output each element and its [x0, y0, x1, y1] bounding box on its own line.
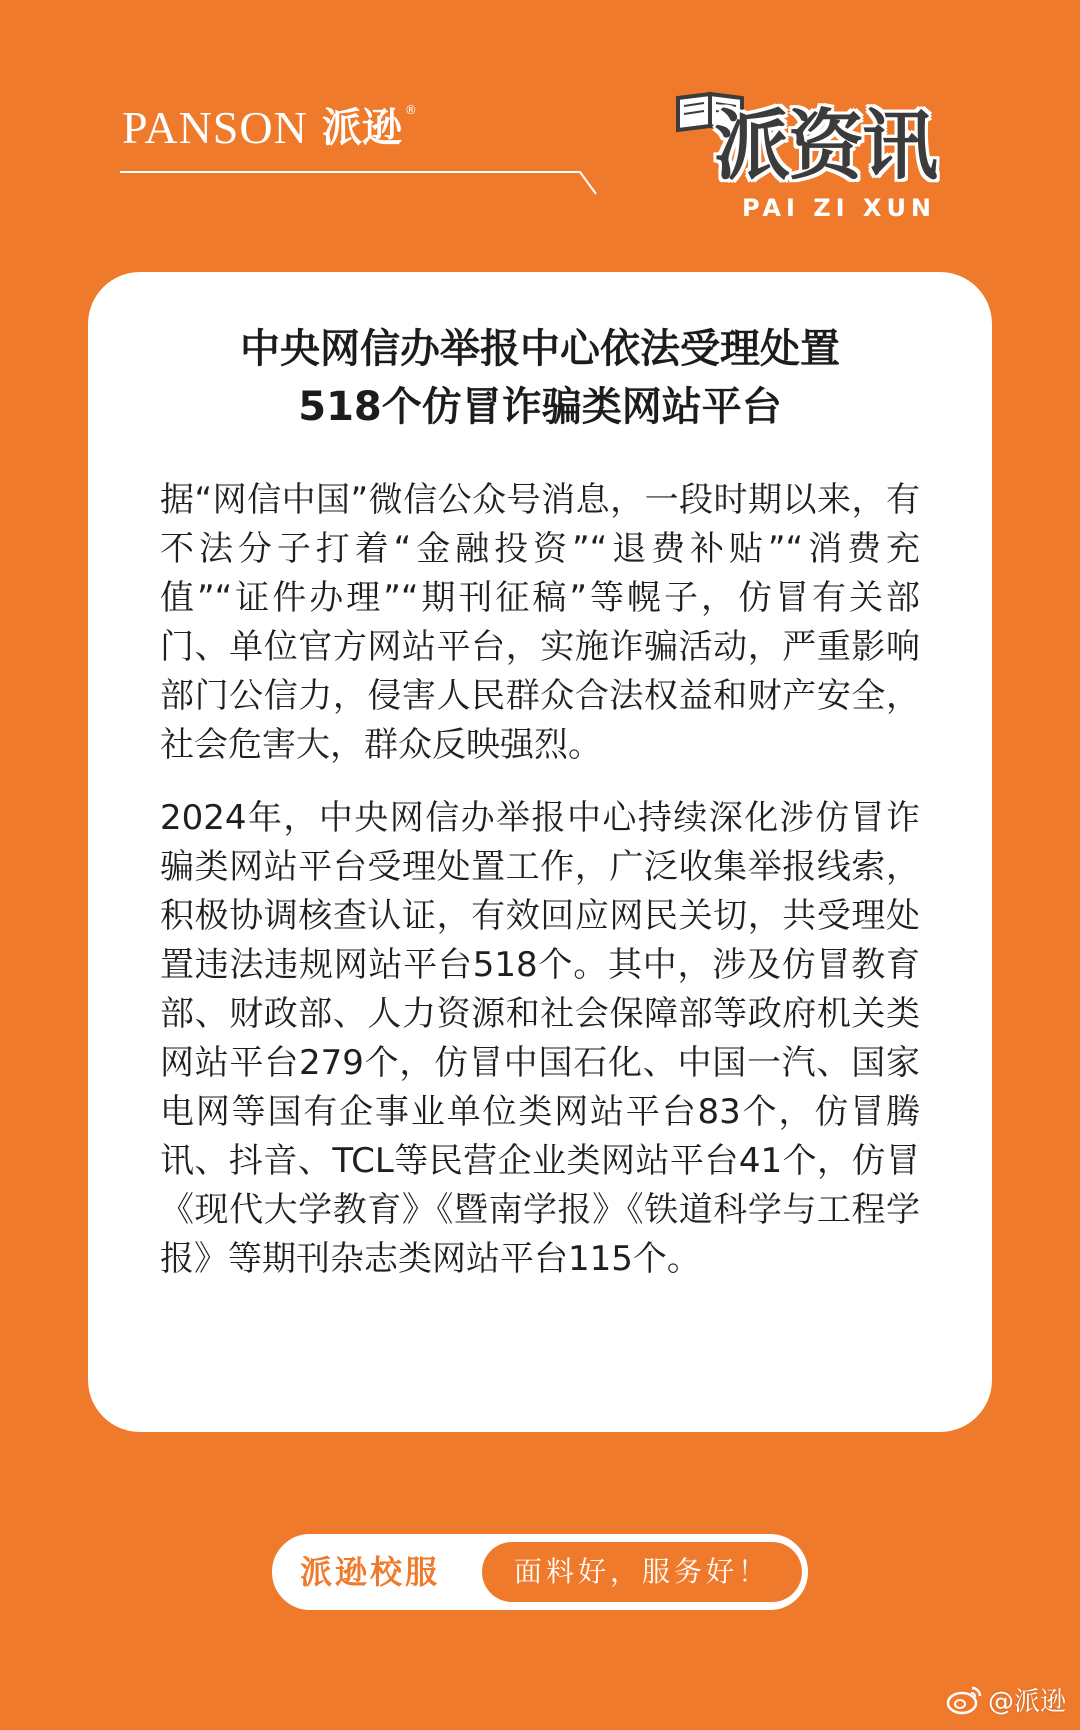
- watermark-text: @派逊: [987, 1687, 1066, 1717]
- slogan-brand: 派逊校服: [300, 1553, 441, 1591]
- logo-text-cn: 派资讯: [714, 101, 936, 190]
- title-line-2: 518个仿冒诈骗类网站平台: [298, 384, 782, 430]
- brand-name-en: PANSON: [122, 102, 308, 153]
- slogan-text: 面料好，服务好！: [482, 1542, 802, 1602]
- article-card: [88, 272, 992, 1432]
- article-paragraph-2: 2024年，中央网信办举报中心持续深化涉仿冒诈骗类网站平台受理处置工作，广泛收集举报线索，积极协调核查认证，有效回应网民关切，共受理处置违法违规网站平台518个。其中，涉及仿冒教育部、财政部、人力资源和社会保障部等政府机关类网站平台279个，仿冒中国石化、中国一汽、国家电网等国有企事业单位类网站平台83个，仿冒腾讯、抖音、TCL等民营企业类网站平台41个，仿冒《现代大学教育》《暨南学报》《铁道科学与工程学报》等期刊杂志类网站平台115个。: [160, 798, 920, 1279]
- article-paragraph-1: 据“网信中国”微信公众号消息，一段时期以来，有不法分子打着“金融投资”“退费补贴”“消费充值”“证件办理”“期刊征稿”等幌子，仿冒有关部门、单位官方网站平台，实施诈骗活动，严重影响部门公信力，侵害人民群众合法权益和财产安全，社会危害大，群众反映强烈。: [160, 480, 920, 765]
- title-line-1: 中央网信办举报中心依法受理处置: [240, 326, 840, 372]
- slogan-banner: [272, 1534, 808, 1610]
- brand-name-cn: 派逊: [321, 105, 402, 151]
- article-body: [160, 476, 920, 1308]
- registered-mark: ®: [404, 103, 417, 117]
- weibo-watermark: [946, 1681, 1066, 1718]
- weibo-icon: [946, 1684, 984, 1716]
- article-title: [88, 320, 992, 436]
- logo-text-en: PAI ZI XUN: [742, 194, 937, 222]
- pai-zi-xun-logo: [672, 90, 962, 230]
- brand-underline-decoration: [120, 170, 600, 198]
- panson-brand: [122, 100, 417, 156]
